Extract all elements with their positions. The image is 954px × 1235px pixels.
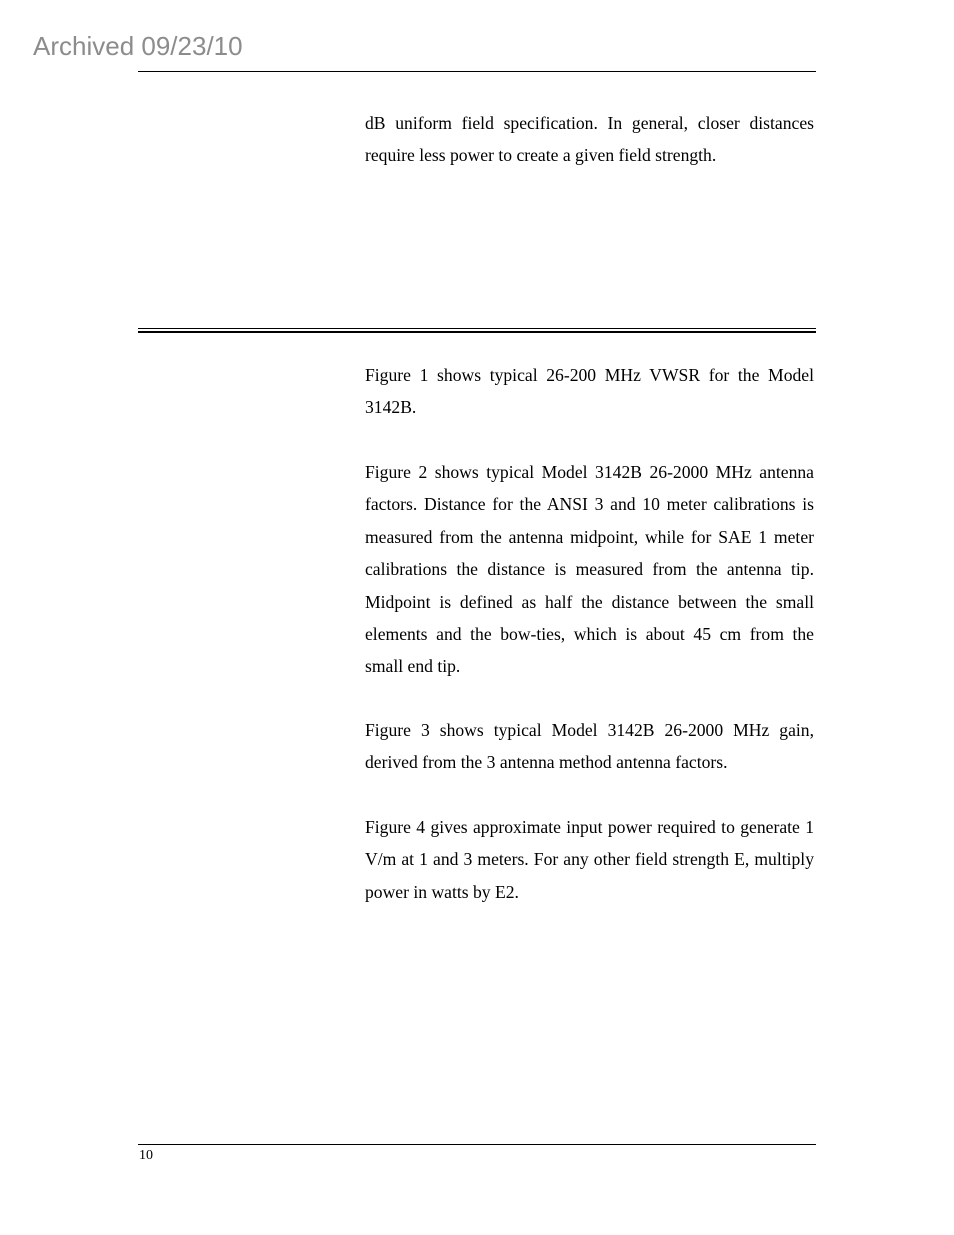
archived-stamp: Archived 09/23/10 — [33, 31, 243, 61]
paragraph-figure-3: Figure 3 shows typical Model 3142B 26-2000 MHz gain, derived from the 3 antenna method antenna factors. — [365, 720, 814, 773]
footer-rule — [138, 1144, 816, 1145]
section-divider-bottom-line — [138, 331, 816, 333]
paragraph-figure-2: Figure 2 shows typical Model 3142B 26-2000 MHz antenna factors. Distance for the ANSI 3 and 10 meter calibrations is measured from the antenna midpoint, while for SAE 1 meter calibrations the distance is measured from the antenna tip. Midpoint is defined as half the distance between the small elements and the bow-ties, which is about 45 cm from the small end tip. — [365, 462, 814, 677]
header-rule — [138, 71, 816, 72]
paragraph-figure-1: Figure 1 shows typical 26-200 MHz VWSR for the Model 3142B. — [365, 365, 814, 418]
paragraph-uniform-field: dB uniform field specification. In general, closer distances require less power to create a given field strength. — [365, 113, 814, 166]
section-divider-top-line — [138, 328, 816, 329]
paragraph-figure-4: Figure 4 gives approximate input power required to generate 1 V/m at 1 and 3 meters. For any other field strength E, multiply power in watts by E2. — [365, 817, 814, 902]
page-number: 10 — [139, 1148, 153, 1163]
